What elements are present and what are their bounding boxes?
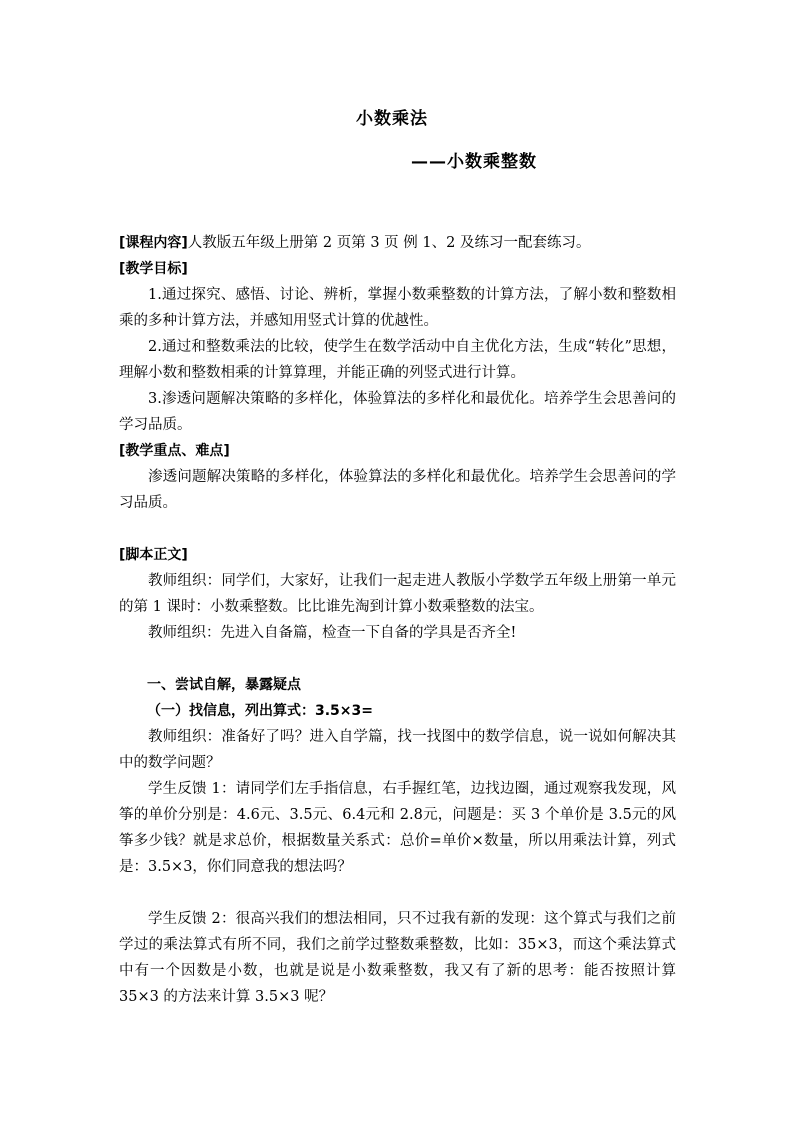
document-subtitle: ——小数乘整数	[411, 152, 537, 172]
course-content-text: 人教版五年级上册第 2 页第 3 页 例 1、2 及练习一配套练习。	[187, 235, 591, 251]
spacer	[119, 646, 676, 672]
document-title: 小数乘法	[356, 109, 428, 129]
goal-item: 1.通过探究、感悟、讨论、辨析，掌握小数乘整数的计算方法，了解小数和整数相乘的多种计算方法，并感知用竖式计算的优越性。	[119, 287, 676, 329]
script-paragraph: 教师组织：先进入自备篇，检查一下自备的学具是否齐全!	[148, 625, 517, 641]
goal-item: 3.渗透问题解决策略的多样化，体验算法的多样化和最优化。培养学生会思善问的学习品质。	[119, 391, 676, 433]
key-points-heading: [教学重点、难点]	[119, 443, 230, 459]
teacher-paragraph: 教师组织：准备好了吗？进入自学篇，找一找图中的数学信息，说一说如何解决其中的数学问题？	[119, 729, 676, 771]
goals-heading: [教学目标]	[119, 261, 188, 277]
course-content-line	[119, 230, 676, 256]
spacer	[119, 516, 676, 542]
spacer	[119, 880, 676, 906]
script-heading: [脚本正文]	[119, 547, 188, 563]
sub-section-heading: （一）找信息，列出算式：3.5×3=	[147, 703, 374, 719]
document-body	[119, 230, 676, 1010]
script-paragraph: 教师组织：同学们，大家好，让我们一起走进人教版小学数学五年级上册第一单元的第 1 课时：小数乘整数。比比谁先淘到计算小数乘整数的法宝。	[119, 573, 676, 615]
course-content-label: [课程内容]	[119, 235, 188, 251]
student-feedback-1: 学生反馈 1：请同学们左手指信息，右手握红笔，边找边圈，通过观察我发现，风筝的单价分别是：4.6元、3.5元、6.4元和 2.8元，问题是：买 3 个单价是 3.5元的风筝多少钱？就是求总价，根据数量关系式：总价=单价×数量，所以用乘法计算，列式是：3.5×3，你们同意我的想法吗？	[119, 781, 676, 875]
student-feedback-2: 学生反馈 2：很高兴我们的想法相同，只不过我有新的发现：这个算式与我们之前学过的乘法算式有所不同，我们之前学过整数乘整数，比如：35×3，而这个乘法算式中有一个因数是小数，也就是说是小数乘整数，我又有了新的思考：能否按照计算 35×3 的方法来计算 3.5×3 呢？	[119, 911, 676, 1005]
key-points-text: 渗透问题解决策略的多样化，体验算法的多样化和最优化。培养学生会思善问的学习品质。	[119, 469, 676, 511]
goal-item: 2.通过和整数乘法的比较，使学生在数学活动中自主优化方法，生成“转化”思想，理解小数和整数相乘的计算算理，并能正确的列竖式进行计算。	[119, 339, 676, 381]
section-heading: 一、尝试自解，暴露疑点	[147, 677, 301, 693]
